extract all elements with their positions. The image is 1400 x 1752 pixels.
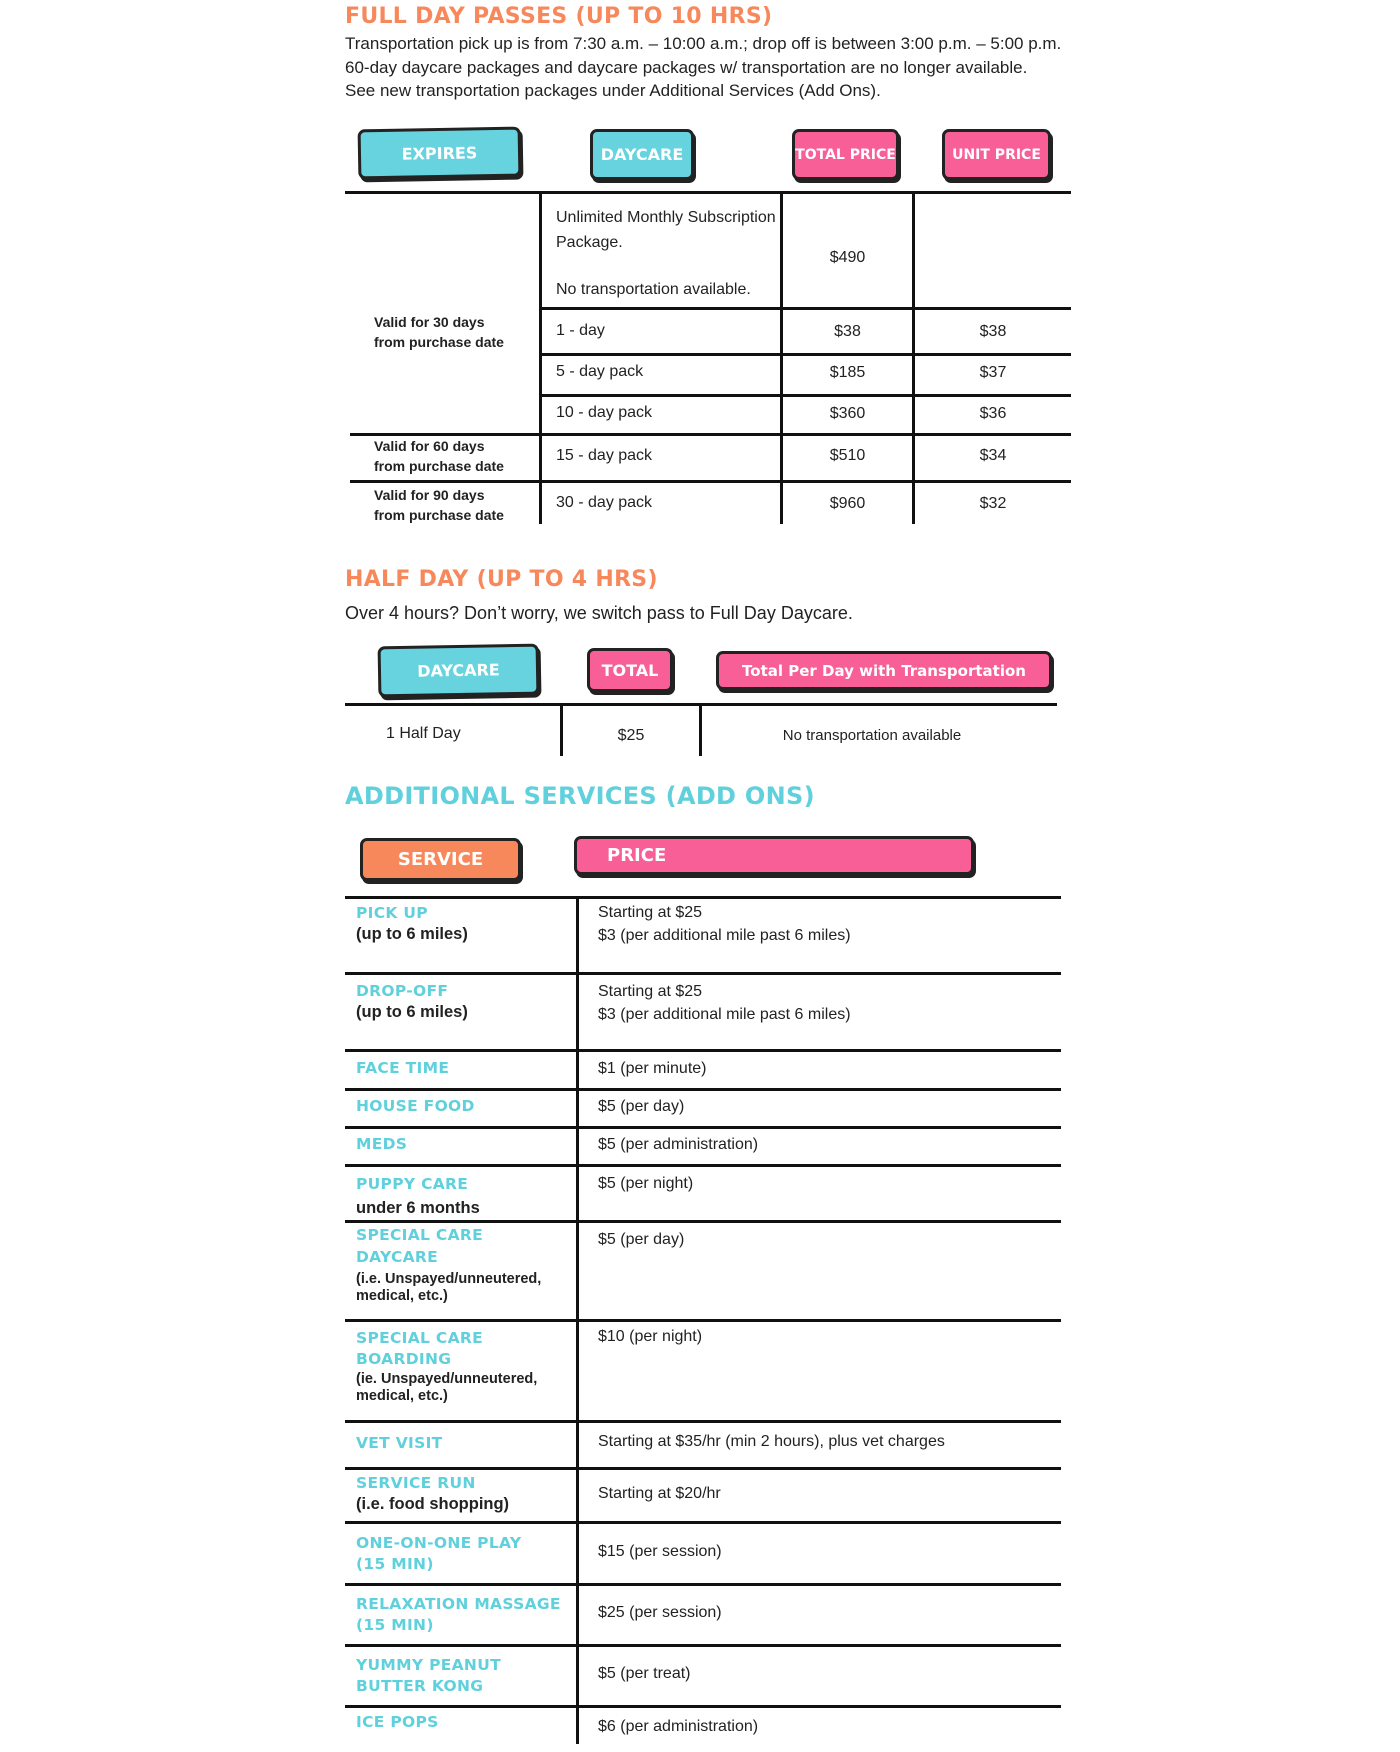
full-day-title: FULL DAY PASSES (UP TO 10 HRS) <box>345 4 773 29</box>
package-unit: $34 <box>979 447 1007 464</box>
service-price <box>598 1095 684 1118</box>
service-price <box>598 1057 707 1080</box>
service-title: DROP-OFF <box>356 982 449 1000</box>
price-line: $5 (per administration) <box>598 1136 759 1153</box>
price-line: $3 (per additional mile past 6 miles) <box>598 927 851 944</box>
col-divider <box>912 192 915 524</box>
subscription-line: Unlimited Monthly Subscription <box>556 209 776 226</box>
package-unit: $37 <box>979 364 1007 381</box>
price-line: $1 (per minute) <box>598 1060 707 1077</box>
package-unit: $36 <box>979 405 1007 422</box>
service-price <box>598 1601 722 1624</box>
service-price <box>598 1228 684 1251</box>
service-title: YUMMY PEANUT <box>356 1656 501 1674</box>
half-total-header: TOTAL <box>587 648 673 692</box>
daycare-header: DAYCARE <box>590 129 694 180</box>
service-price <box>598 980 851 1026</box>
expires-30 <box>374 312 504 352</box>
service-title: SERVICE RUN <box>356 1474 476 1492</box>
row-rule <box>345 1319 1061 1322</box>
service-title: PUPPY CARE <box>356 1175 469 1193</box>
service-price <box>598 1133 758 1156</box>
service-subtitle: (up to 6 miles) <box>356 925 468 943</box>
service-name-drop-off <box>356 981 468 1023</box>
service-title: (15 MIN) <box>356 1616 434 1634</box>
table-top-rule <box>345 191 1071 194</box>
row-rule <box>345 1467 1061 1470</box>
package-unit: $38 <box>979 323 1007 340</box>
price-line: $5 (per day) <box>598 1098 685 1115</box>
intro-line: Transportation pick up is from 7:30 a.m. – 10:00 a.m.; drop off is between 3:00 p.m. – 5:00 p.m. <box>345 34 1062 53</box>
service-price <box>598 901 851 947</box>
service-title: (15 MIN) <box>356 1555 434 1573</box>
service-name-peanut-butter-kong <box>356 1655 501 1697</box>
package-name: 10 - day pack <box>556 404 653 421</box>
expires-line: from purchase date <box>374 507 504 523</box>
service-name-special-care-boarding <box>356 1328 537 1405</box>
service-name-house-food <box>356 1096 475 1117</box>
price-line: $5 (per night) <box>598 1175 694 1192</box>
service-name-puppy-care <box>356 1172 480 1220</box>
service-title: ICE POPS <box>356 1713 439 1731</box>
service-title: DAYCARE <box>356 1248 439 1266</box>
expires-header: EXPIRES <box>358 127 522 180</box>
half-daycare-header: DAYCARE <box>378 644 540 698</box>
half-day-transport: No transportation available <box>782 727 962 744</box>
service-name-ice-pops <box>356 1712 439 1733</box>
row-rule <box>345 1644 1061 1647</box>
service-price <box>598 1540 722 1563</box>
package-name: 15 - day pack <box>556 447 653 464</box>
expires-line: Valid for 90 days <box>374 487 485 503</box>
service-price <box>598 1430 945 1453</box>
price-line: Starting at $25 <box>598 904 703 921</box>
service-subtitle: (ie. Unspayed/unneutered, <box>356 1371 538 1387</box>
service-subtitle: (up to 6 miles) <box>356 1003 468 1021</box>
package-total: $185 <box>829 364 866 381</box>
package-name: 30 - day pack <box>556 494 653 511</box>
row-rule <box>350 480 1071 483</box>
service-price <box>598 1715 758 1738</box>
half-day-name: 1 Half Day <box>386 725 461 742</box>
package-name: 5 - day pack <box>556 363 644 380</box>
row-rule <box>540 307 1071 310</box>
subscription-desc <box>556 205 776 302</box>
price-line: $15 (per session) <box>598 1543 722 1560</box>
package-total: $360 <box>829 405 866 422</box>
subscription-line: No transportation available. <box>556 281 751 298</box>
half-day-total: $25 <box>617 727 645 744</box>
half-day-intro: Over 4 hours? Don’t worry, we switch pass to Full Day Daycare. <box>345 603 853 623</box>
package-total: $960 <box>829 495 866 512</box>
price-line: $3 (per additional mile past 6 miles) <box>598 1006 851 1023</box>
service-name-meds <box>356 1134 407 1155</box>
service-subtitle: (i.e. food shopping) <box>356 1495 510 1513</box>
service-subtitle: under 6 months <box>356 1199 480 1217</box>
price-line: Starting at $25 <box>598 983 703 1000</box>
service-name-pick-up <box>356 903 468 945</box>
package-total: $38 <box>834 323 861 340</box>
service-title: MEDS <box>356 1135 408 1153</box>
subscription-line: Package. <box>556 234 623 251</box>
row-rule <box>345 1049 1061 1052</box>
expires-line: from purchase date <box>374 458 504 474</box>
row-rule <box>540 353 1071 356</box>
service-name-service-run <box>356 1473 509 1515</box>
col-divider <box>539 192 542 524</box>
subscription-total: $490 <box>829 249 866 266</box>
service-title: PICK UP <box>356 904 428 922</box>
service-title: HOUSE FOOD <box>356 1097 475 1115</box>
expires-line: from purchase date <box>374 334 504 350</box>
service-title: BOARDING <box>356 1350 452 1368</box>
price-line: $10 (per night) <box>598 1328 703 1345</box>
service-price <box>598 1172 693 1195</box>
intro-line: 60-day daycare packages and daycare packages w/ transportation are no longer available. <box>345 57 1028 77</box>
half-day-title: HALF DAY (UP TO 4 HRS) <box>345 567 658 592</box>
row-rule <box>345 1420 1061 1423</box>
service-price <box>598 1662 690 1685</box>
service-title: SPECIAL CARE <box>356 1329 484 1347</box>
service-name-relaxation-massage <box>356 1594 561 1636</box>
row-rule <box>540 394 1071 397</box>
package-unit: $32 <box>979 495 1007 512</box>
service-title: BUTTER KONG <box>356 1677 484 1695</box>
expires-90 <box>374 485 504 525</box>
unit-price-header: UNIT PRICE <box>942 129 1051 180</box>
service-title: RELAXATION MASSAGE <box>356 1595 561 1613</box>
expires-line: Valid for 60 days <box>374 438 485 454</box>
expires-60 <box>374 436 504 476</box>
row-rule <box>345 1521 1061 1524</box>
price-line: $6 (per administration) <box>598 1718 759 1735</box>
service-title: SPECIAL CARE <box>356 1226 484 1244</box>
service-price <box>598 1325 702 1348</box>
row-rule <box>345 1220 1061 1223</box>
package-total: $510 <box>829 447 866 464</box>
half-transport-header: Total Per Day with Transportation <box>716 651 1052 690</box>
row-rule <box>345 1164 1061 1167</box>
price-line: $5 (per day) <box>598 1231 685 1248</box>
service-title: VET VISIT <box>356 1434 443 1452</box>
price-header: PRICE <box>574 836 974 875</box>
service-name-special-care-daycare <box>356 1224 541 1305</box>
service-name-face-time <box>356 1058 449 1079</box>
row-rule <box>345 972 1061 975</box>
row-rule <box>345 1705 1061 1708</box>
service-title: FACE TIME <box>356 1059 450 1077</box>
expires-line: Valid for 30 days <box>374 314 485 330</box>
price-line: $25 (per session) <box>598 1604 722 1621</box>
row-rule <box>345 896 1061 899</box>
package-name: 1 - day <box>556 322 605 339</box>
price-line: Starting at $20/hr <box>598 1485 721 1502</box>
col-divider <box>780 192 783 524</box>
service-subtitle: (i.e. Unspayed/unneutered, <box>356 1271 542 1287</box>
full-day-intro <box>345 32 1061 103</box>
service-name-one-on-one-play <box>356 1533 521 1575</box>
service-name-vet-visit <box>356 1433 443 1454</box>
service-subtitle: medical, etc.) <box>356 1288 448 1304</box>
row-rule <box>345 1126 1061 1129</box>
addons-title: ADDITIONAL SERVICES (ADD ONS) <box>345 782 815 810</box>
service-subtitle: medical, etc.) <box>356 1388 448 1404</box>
price-line: Starting at $35/hr (min 2 hours), plus vet charges <box>598 1433 945 1450</box>
row-rule <box>345 1088 1061 1091</box>
price-line: $5 (per treat) <box>598 1665 691 1682</box>
service-header: SERVICE <box>360 838 521 881</box>
service-title: ONE-ON-ONE PLAY <box>356 1534 522 1552</box>
intro-line: See new transportation packages under Additional Services (Add Ons). <box>345 81 881 100</box>
row-rule <box>345 1583 1061 1586</box>
total-price-header: TOTAL PRICE <box>792 129 899 180</box>
service-price <box>598 1482 721 1505</box>
